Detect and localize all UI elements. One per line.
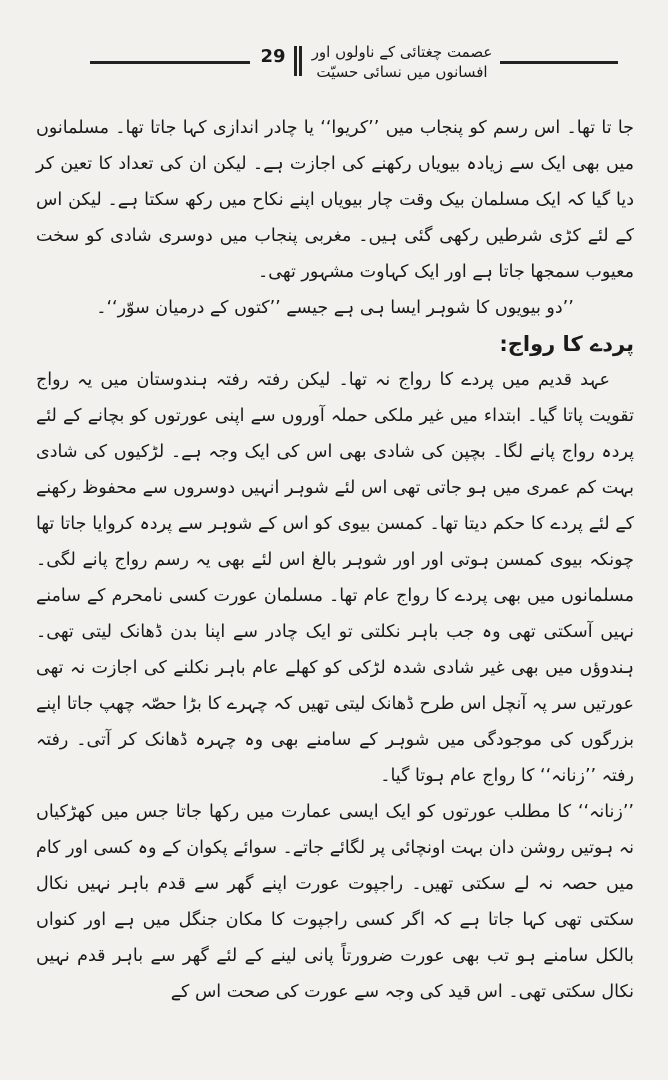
paragraph-purdah: عہد قدیم میں پردے کا رواج نہ تھا۔ لیکن رفتہ رفتہ ہندوستان میں یہ رواج تقویت پاتا گیا۔ ابتداء میں غیر ملکی حملہ آوروں سے اپنی عورتوں کو بچانے کے لئے پردہ رواج پانے لگا۔ بچپن کی شادی بھی اس کی ایک وجہ ہے۔ لڑکیوں کی شادی بہت کم عمری میں ہو جاتی تھی اس لئے شوہر انہیں دوسروں سے محفوظ رکھنے کے لئے پردے کا حکم دیتا تھا۔ کمسن بیوی کو اس کے شوہر سے پردہ کروایا جاتا تھا چونکہ بیوی کمسن ہوتی اور اور شوہر بالغ اس لئے بھی یہ رسم رواج پانے لگی۔ مسلمانوں میں بھی پردے کا رواج عام تھا۔ مسلمان عورت کسی نامحرم کے سامنے نہیں آسکتی تھی وہ جب باہر نکلتی تو ایک چادر سے اپنا بدن ڈھانک لیتی تھی۔ ہندوؤں میں بھی غیر شادی شدہ لڑکی کو کھلے عام باہر نکلنے کی اجازت نہ تھی عورتیں سر پہ آنچل اس طرح ڈھانک لیتی تھیں کہ چہرے کا بڑا حصّہ چھپ جاتا اپنے بزرگوں کی موجودگی میں شوہر کے سامنے بھی وہ چہرہ ڈھانک کر آتی۔ رفتہ رفتہ ’’زنانہ‘‘ کا رواج عام ہوتا گیا۔ — [36, 370, 634, 786]
page-number: 29 — [260, 46, 286, 67]
proverb-quote: ’’دو بیویوں کا شوہر ایسا ہی ہے جیسے ’’کتوں کے درمیان سوّر‘‘۔ — [96, 298, 574, 318]
book-title-line2: افسانوں میں نسائی حسیّت — [316, 63, 488, 81]
header-rule-left — [90, 61, 250, 64]
book-title — [304, 42, 500, 82]
section-heading: پردے کا رواج: — [499, 332, 634, 356]
header-rule-right — [500, 61, 618, 64]
running-header — [90, 40, 618, 92]
paragraph-zanana: ’’زنانہ‘‘ کا مطلب عورتوں کو ایک ایسی عمارت میں رکھا جاتا جس میں کھڑکیاں نہ ہوتیں روشن دان بہت اونچائی پر لگائے جاتے۔ سوائے پکوان کے وہ کسی اور کام میں حصہ نہ لے سکتی تھیں۔ راجپوت عورت اپنے گھر سے قدم باہر نہیں نکال سکتی تھی کہا جاتا ہے کہ اگر کسی راجپوت کا مکان جنگل میں ہے اور کنواں بالکل سامنے ہو تب بھی عورت ضرورتاً پانی لینے کے لئے گھر سے باہر قدم نہیں نکال سکتی تھی۔ اس قید کی وجہ سے عورت کی صحت اس کے — [36, 802, 634, 1002]
page-body — [36, 110, 634, 1010]
header-divider-bar — [294, 46, 297, 76]
header-divider-bar — [299, 46, 302, 76]
paragraph-polygamy: جا تا تھا۔ اس رسم کو پنجاب میں ’’کریوا‘‘ یا چادر اندازی کہا جاتا تھا۔ مسلمانوں میں بھی ایک سے زیادہ بیویاں رکھنے کی اجازت ہے۔ لیکن ان کی تعداد کا تعین کر دیا گیا کہ ایک مسلمان بیک وقت چار بیویاں اپنے نکاح میں رکھ سکتا ہے۔ لیکن اس کے لئے کڑی شرطیں رکھی گئی ہیں۔ مغربی پنجاب میں دوسری شادی کو سخت معیوب سمجھا جاتا ہے اور ایک کہاوت مشہور تھی۔ — [36, 118, 634, 282]
book-title-line1: عصمت چغتائی کے ناولوں اور — [311, 43, 493, 61]
